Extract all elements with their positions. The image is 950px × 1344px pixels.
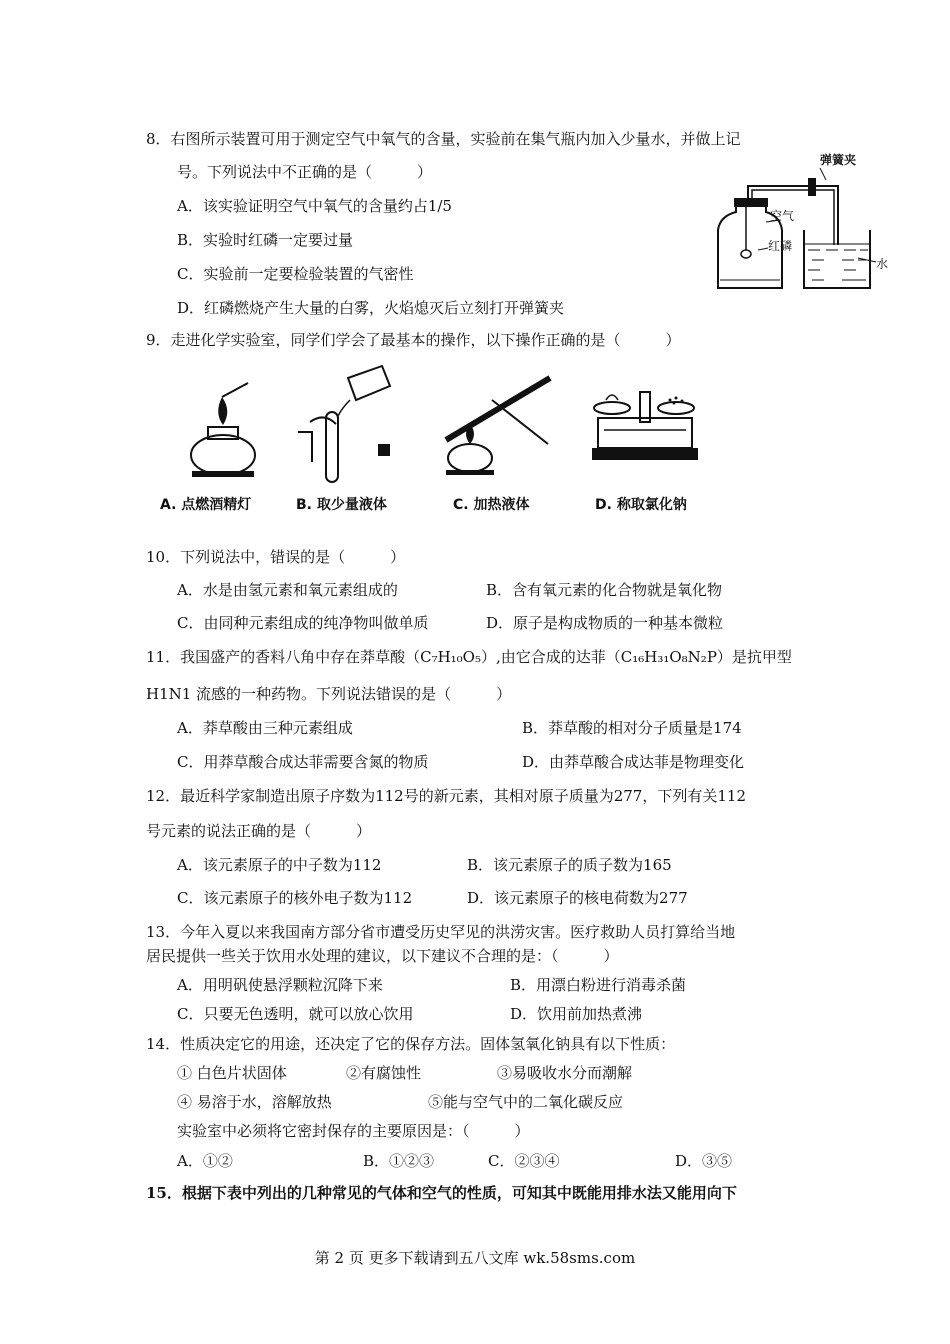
oxygen-apparatus-figure — [708, 150, 898, 295]
q14-property-4: ④ 易溶于水，溶解放热 — [177, 1093, 332, 1111]
q8-option-d: D．红磷燃烧产生大量的白雾，火焰熄灭后立刻打开弹簧夹 — [177, 299, 565, 317]
q8-option-a: A．该实验证明空气中氧气的含量约占1/5 — [177, 197, 452, 215]
alcohol-lamp-figure — [178, 375, 268, 485]
q14-option-c: C．②③④ — [488, 1152, 560, 1170]
q12-stem-line1: 12．最近科学家制造出原子序数为112号的新元素，其相对原子质量为277，下列有关112 — [146, 787, 746, 805]
heat-liquid-figure — [432, 370, 562, 485]
q14-option-a: A．①② — [177, 1152, 233, 1170]
q8-stem-line2: 号。下列说法中不正确的是（ ） — [177, 163, 433, 181]
q9-caption-b: B. 取少量液体 — [296, 497, 387, 513]
q12-option-a: A．该元素原子的中子数为112 — [177, 856, 382, 874]
q9-caption-c: C. 加热液体 — [453, 497, 530, 513]
balance-figure — [590, 378, 700, 473]
q11-option-b: B．莽草酸的相对分子质量是174 — [522, 719, 742, 737]
q10-option-c: C．由同种元素组成的纯净物叫做单质 — [177, 614, 429, 632]
q9-caption-d: D. 称取氯化钠 — [595, 497, 687, 513]
q8-option-b: B．实验时红磷一定要过量 — [177, 231, 354, 249]
q14-option-d: D．③⑤ — [675, 1152, 733, 1170]
q11-stem-line2: H1N1 流感的一种药物。下列说法错误的是（ ） — [146, 685, 512, 703]
q9-caption-a: A. 点燃酒精灯 — [160, 497, 252, 513]
pour-liquid-figure — [290, 362, 400, 487]
q14-property-3: ③易吸收水分而潮解 — [497, 1064, 633, 1082]
q13-option-c: C．只要无色透明，就可以放心饮用 — [177, 1005, 414, 1023]
q11-option-d: D．由莽草酸合成达菲是物理变化 — [522, 753, 745, 771]
q13-stem-line2: 居民提供一些关于饮用水处理的建议，以下建议不合理的是：（ ） — [146, 947, 619, 965]
q9-stem: 9．走进化学实验室，同学们学会了最基本的操作，以下操作正确的是（ ） — [146, 331, 681, 349]
q14-property-2: ②有腐蚀性 — [346, 1064, 422, 1082]
q10-option-d: D．原子是构成物质的一种基本微粒 — [486, 614, 724, 632]
q11-option-a: A．莽草酸由三种元素组成 — [177, 719, 353, 737]
q11-stem-line1: 11．我国盛产的香料八角中存在莽草酸（C₇H₁₀O₅）,由它合成的达菲（C₁₆H₃₁O₈N₂P）是抗甲型 — [146, 648, 792, 666]
q12-option-c: C．该元素原子的核外电子数为112 — [177, 889, 413, 907]
phosphorus-label: 红磷 — [768, 239, 793, 253]
q14-stem: 14．性质决定它的用途，还决定了它的保存方法。固体氢氧化钠具有以下性质： — [146, 1035, 676, 1053]
q13-stem-line1: 13．今年入夏以来我国南方部分省市遭受历史罕见的洪涝灾害。医疗救助人员打算给当地 — [146, 923, 736, 941]
q10-option-a: A．水是由氢元素和氧元素组成的 — [177, 581, 398, 599]
q15-stem-line1: 15．根据下表中列出的几种常见的气体和空气的性质，可知其中既能用排水法又能用向下 — [146, 1184, 737, 1202]
q12-option-b: B．该元素原子的质子数为165 — [467, 856, 672, 874]
q13-option-b: B．用漂白粉进行消毒杀菌 — [510, 976, 687, 994]
air-label: 空气 — [770, 209, 795, 223]
q10-option-b: B．含有氧元素的化合物就是氧化物 — [486, 581, 723, 599]
q8-stem-line1: 8．右图所示装置可用于测定空气中氧气的含量，实验前在集气瓶内加入少量水，并做上记 — [146, 130, 741, 148]
q12-stem-line2: 号元素的说法正确的是（ ） — [146, 822, 372, 840]
q13-option-a: A．用明矾使悬浮颗粒沉降下来 — [177, 976, 383, 994]
q14-property-1: ① 白色片状固体 — [177, 1064, 287, 1082]
water-label: 水 — [876, 257, 889, 271]
q13-option-d: D．饮用前加热煮沸 — [510, 1005, 643, 1023]
q14-question: 实验室中必须将它密封保存的主要原因是：（ ） — [177, 1122, 530, 1140]
q10-stem: 10．下列说法中，错误的是（ ） — [146, 548, 406, 566]
q12-option-d: D．该元素原子的核电荷数为277 — [467, 889, 688, 907]
q14-option-b: B．①②③ — [363, 1152, 435, 1170]
page-footer: 第 2 页 更多下载请到五八文库 wk.58sms.com — [314, 1249, 636, 1267]
q11-option-c: C．用莽草酸合成达菲需要含氮的物质 — [177, 753, 429, 771]
q8-option-c: C．实验前一定要检验装置的气密性 — [177, 265, 414, 283]
clip-label: 弹簧夹 — [820, 153, 857, 167]
q14-property-5: ⑤能与空气中的二氧化碳反应 — [428, 1093, 624, 1111]
